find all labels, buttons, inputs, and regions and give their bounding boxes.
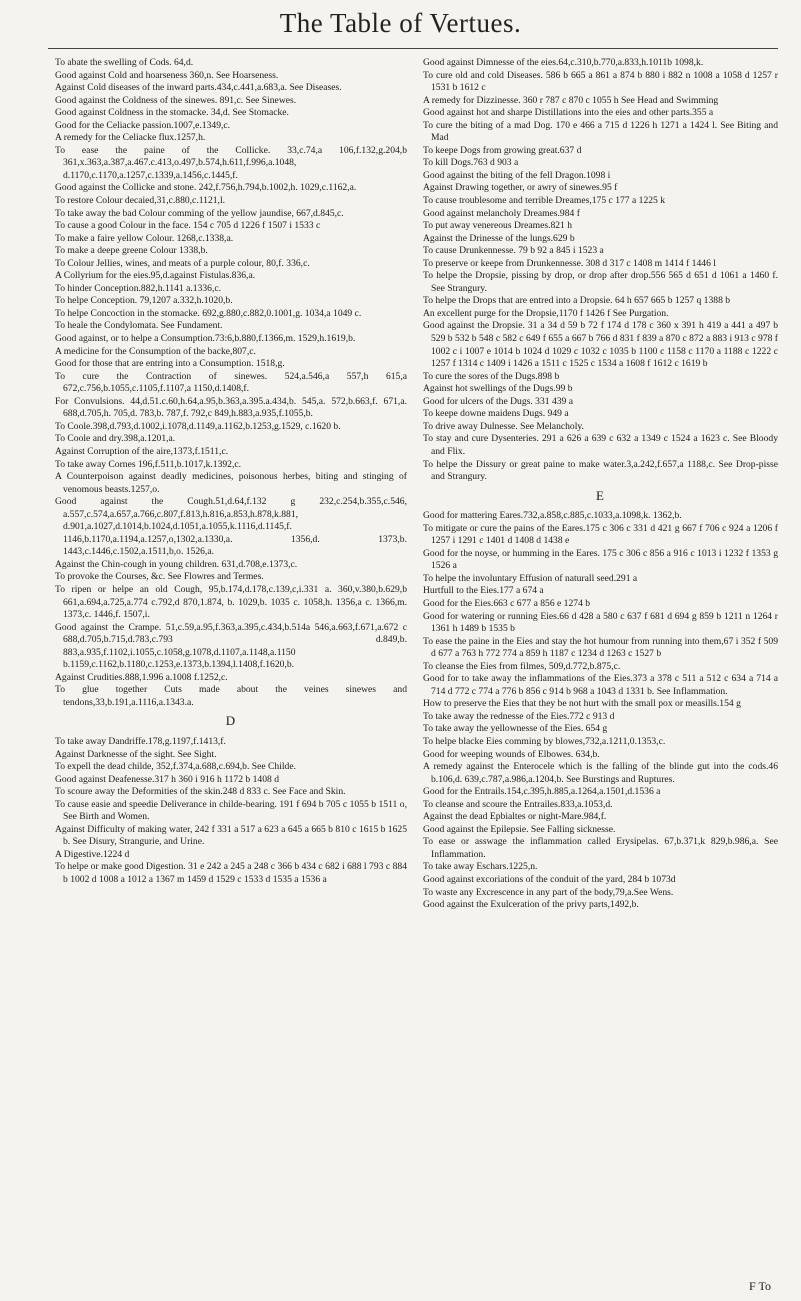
index-entry: To cure old and cold Diseases. 586 b 665 a 861 a 874 b 880 i 882 n 1008 a 1058 d 1257 r 1531 b 1612 c [423, 69, 778, 94]
index-entry: To helpe the Dropsie, pissing by drop, or drop after drop.556 565 d 651 d 1061 a 1460 f. See Strangury. [423, 270, 778, 294]
index-entry: Good for those that are entring into a Consumption. 1518,g. [55, 358, 285, 370]
index-entry: Good for to take away the inflammations of the Eies.373 a 378 c 511 a 512 c 634 a 714 a 714 d 772 c 774 a 776 b 856 c 914 b 968 a 1043 d 1331 b. See Inflammation. [423, 673, 778, 697]
index-entry: To ease the paine of the Collicke. 33,c.74,a 106,f.132,g.204,b 361,x.363,a.387,a.467.c.413,o.497,b.574,h.611,f.996,a.1048, d.1170,c.1170,a.1257,c.1339,a.1456,c.1445,f. [55, 144, 407, 181]
index-entry: A remedy against the Enterocele which is the falling of the blinde gut into the cods.46 b.106,d. 639,c.787,a.986,a.1204,b. See Burstings and Ruptures. [423, 761, 778, 785]
index-entry: Good against the Crampe. 51,c.59,a.95,f.363,a.395,c.434,b.514a 546,a.663,f.671,a.672 c 688,d.705,b.715,d.783,c.793 d.849,b. 883,a.935,f.1102,i.1055,c.1058,g.1078,d.1107,a.1148,a.1150 b.1159,c.1162,b.1180,c.1253,e.1373,b.1394,l.1408,f.1620,b. [55, 621, 407, 671]
index-entry: To kill Dogs.763 d 903 a [423, 157, 519, 169]
entries-d-continued [423, 57, 778, 484]
index-entry: To cause easie and speedie Deliverance in childe-bearing. 191 f 694 b 705 c 1055 b 1511 o, See Birth and Women. [55, 798, 407, 823]
index-entry: To cure the sores of the Dugs.898 b [423, 370, 560, 382]
index-entry: To drive away Dulnesse. See Melancholy. [423, 420, 584, 432]
index-entry: Against the Drinesse of the lungs.629 b [423, 232, 575, 244]
index-entry: To helpe blacke Eies comming by blowes,732,a.1211,0.1353,c. [423, 735, 666, 747]
index-entry: How to preserve the Eies that they be not hurt with the small pox or measills.154 g [423, 698, 741, 710]
index-entry: Against the dead Epbialtes or night-Mare.984,f. [423, 811, 607, 823]
index-entry: To helpe the involuntary Effusion of naturall seed.291 a [423, 572, 638, 584]
index-entry: To cause Drunkennesse. 79 b 92 a 845 i 1523 a [423, 245, 604, 257]
index-entry: To cure the biting of a mad Dog. 170 e 466 a 715 d 1226 h 1271 a 1424 l. See Biting and Mad [423, 119, 778, 144]
index-entry: Good for the Entrails.154,c.395,h.885,a.1264,a.1501,d.1536 a [423, 786, 661, 798]
index-entry: A medicine for the Consumption of the backe,807,c. [55, 345, 256, 357]
index-entry: To ease or asswage the inflammation called Erysipelas. 67,b.371,k 829,b.986,a. See Inflammation. [423, 836, 778, 860]
index-entry: To helpe the Dissury or great paine to make water.3,a.242,f.657,a 1188,c. See Drop-pisse and Strangury. [423, 458, 778, 483]
index-entry: To take away Eschars.1225,n. [423, 861, 538, 873]
letter-heading-e: E [596, 487, 605, 503]
index-entry: To helpe Conception. 79,1207 a.332,h.1020,b. [55, 295, 233, 307]
entries-d [55, 736, 407, 887]
entries-c-continued [55, 57, 407, 709]
index-entry: Against Darknesse of the sight. See Sight. [55, 748, 217, 760]
index-entry: Against Difficulty of making water, 242 f 331 a 517 a 623 a 645 a 665 b 810 c 1615 b 1625 b. See Disury, Strangurie, and Urine. [55, 823, 407, 848]
index-entry: Hurtfull to the Eies.177 a 674 a [423, 585, 544, 597]
index-entry: Against Crudities.888,1.996 a.1008 f.1252,c. [55, 671, 228, 683]
index-entry: Against the Chin-cough in young children. 631,d.708,e.1373,c. [55, 558, 298, 570]
index-entry: To helpe Concoction in the stomacke. 692,g.880,c.882,0.1001,g. 1034,a 1049 c. [55, 307, 362, 319]
index-entry: To hinder Conception.882,h.1141 a.1336,c. [55, 282, 222, 294]
index-entry: To helpe the Drops that are entred into a Dropsie. 64 h 657 665 b 1257 q 1388 b [423, 295, 731, 307]
index-entry: To take away Cornes 196,f.511,b.1017,k.1392,c. [55, 458, 242, 470]
index-entry: To cause troublesome and terrible Dreames,175 c 177 a 1225 k [423, 195, 666, 207]
index-entry: Good against the Collicke and stone. 242,f.756,h.794,b.1002,h. 1029,c.1162,a. [55, 182, 357, 194]
index-entry: Good against melancholy Dreames.984 f [423, 207, 580, 219]
index-entry: To take away the yellownesse of the Eies. 654 g [423, 723, 608, 735]
letter-heading-d: D [225, 713, 237, 729]
index-entry: Good for mattering Eares.732,a.858,c.885,c.1033,a.1098,k. 1362,b. [423, 510, 682, 522]
index-entry: Good against Deafenesse.317 h 360 i 916 h 1172 b 1408 d [55, 773, 279, 785]
index-entry: A Collyrium for the eies.95,d.against Fistulas.836,a. [55, 270, 256, 282]
index-entry: To take away the rednesse of the Eies.772 c 913 d [423, 710, 615, 722]
index-entry: To mitigate or cure the pains of the Eares.175 c 306 c 331 d 421 g 667 f 706 c 924 a 1206 f 1257 i 1291 c 1401 d 1408 d 1438 e [423, 522, 778, 547]
index-entry: To ease the paine in the Eies and stay the hot humour from running into them,67 i 352 f 509 d 677 a 763 h 772 774 a 859 h 1187 c 1234 d 1263 c 1527 b [423, 635, 778, 660]
index-entry: To ripen or helpe an old Cough, 95,b.174,d.178,c.139,c,i.331 a. 360,v.380,b.629,b 661,a.694,a.725,a.774 c.792,d 870,1.874, b. 1029,b. 1035 c. 1058,h. 1356,a c. 1366,m. 1373,c. 1446,f. 1507,i. [55, 583, 407, 621]
index-entry: A remedy for Dizzinesse. 360 r 787 c 870 c 1055 h See Head and Swimming [423, 94, 719, 106]
index-entry: To heale the Condylomata. See Fundament. [55, 320, 223, 332]
index-entry: To take away Dandriffe.178,g.1197,f.1413,f. [55, 735, 226, 747]
page-title: The Table of Vertues. [279, 8, 522, 38]
index-entry: To put away venereous Dreames.821 h [423, 220, 573, 232]
index-entry: A Digestive.1224 d [55, 848, 130, 860]
index-entry: Good against the Coldness of the sinewes. 891,c. See Sinewes. [55, 94, 297, 106]
index-entry: To Coole and dry.398,a.1201,a. [55, 433, 176, 445]
index-entry: To stay and cure Dysenteries. 291 a 626 a 639 c 632 a 1349 c 1524 a 1623 c. See Bloody and Flix. [423, 433, 778, 457]
index-entry: Against Drawing together, or awry of sinewes.95 f [423, 182, 618, 194]
index-entry: Good against Dimnesse of the eies.64,c.310,b.770,a.833,h.1011b 1098,k. [423, 57, 704, 68]
index-entry: Good against the Dropsie. 31 a 34 d 59 b 72 f 174 d 178 c 360 x 391 h 419 a 441 a 497 b 529 b 532 b 548 c 582 c 649 f 655 a 667 b 766 d 831 f 839 a 870 c 872 a 883 i 913 c 978 f 1002 c i 1007 e 1014 b 1024 d 1029 c 1032 c 1035 b 1100 c 1158 c 1170 a 1188 c 1222 c 1257 f 1314 c 1409 i 1426 a 1511 c 1525 c 1534 a 1608 f 1612 c 1619 b [423, 320, 778, 370]
index-entry: To keepe downe maidens Dugs. 949 a [423, 408, 569, 420]
index-entry: Good for weeping wounds of Elbowes. 634,b. [423, 748, 600, 760]
index-entry: Good against hot and sharpe Distillations into the eies and other parts.355 a [423, 107, 714, 119]
index-entry: A remedy for the Celiacke flux.1257,h. [55, 132, 206, 144]
index-entry: To helpe or make good Digestion. 31 e 242 a 245 a 248 c 366 b 434 c 682 i 688 l 793 c 884 b 1002 d 1008 a 1012 a 1367 m 1459 d 1529 c 1533 d 1535 a 1536 a [55, 861, 407, 885]
index-entry: For Convulsions. 44,d.51.c.60,h.64,a.95,b.363,a.395.a.434,b. 545,a. 572,b.663,f. 671,a. 688,d.705,h. 705,d. 783,b. 787,f. 792,c 849,h.883,a.935,f.1055,b. [55, 395, 407, 420]
index-entry: Good against the biting of the fell Dragon.1098 i [423, 169, 611, 181]
index-entry: Good for the Celiacke passion.1007,e.1349,c. [55, 119, 231, 131]
index-entry: Good against the Epilepsie. See Falling sicknesse. [423, 823, 616, 835]
index-entry: To make a deepe greene Colour 1338,b. [55, 245, 208, 257]
index-entry: To preserve or keepe from Drunkennesse. 308 d 317 c 1408 m 1414 f 1446 l [423, 257, 716, 269]
index-entry: To expell the dead childe, 352,f.374,a.688,c.694,b. See Childe. [55, 761, 296, 773]
entries-e [423, 510, 778, 912]
index-entry: Good against Cold and hoarseness 360,n. See Hoarseness. [55, 69, 279, 81]
index-entry: To abate the swelling of Cods. 64,d. [55, 57, 194, 68]
index-entry: To waste any Excrescence in any part of the body,79,a.See Wens. [423, 886, 674, 898]
left-column [55, 57, 407, 887]
index-entry: Against Corruption of the aire,1373,f.1511,c. [55, 445, 229, 457]
index-entry: Against hot swellings of the Dugs.99 b [423, 383, 573, 395]
index-entry: To restore Colour decaied,31,c.880,c.1121,l. [55, 195, 226, 207]
index-entry: To cure the Contraction of sinewes. 524,a.546,a 557,h 615,a 672,c.756,b.1055,c.1105,f.1107,a 1150,d.1408,f. [55, 370, 407, 395]
catchword: F To [749, 1279, 771, 1293]
index-entry: Good against the Exulceration of the privy parts,1492,b. [423, 899, 639, 911]
index-entry: Good against the Cough.51,d.64,f.132 g 232,c.254,b.355,c.546, a.557,c.574,a.657,a.766,c.807,f.813,h.816,a.853,h.878,k.881, d.901,a.1027,d.1014,b.1024,d.1051,a.1055,k.1116,d.1145,f. 1146,b.1170,a.1194,a.1257,o,1302,a.1330,a. 1356,d. 1373,b. 1443,c.1446,c.1502,a.1511,b,o. 1526,a. [55, 496, 407, 558]
header-rule [48, 48, 778, 49]
index-entry: A Counterpoison against deadly medicines, poisonous herbes, biting and stinging of venomous beasts.1257,o. [55, 471, 407, 495]
index-entry: To take away the bad Colour comming of the yellow jaundise, 667,d.845,c. [55, 207, 344, 219]
index-entry: Good for ulcers of the Dugs. 331 439 a [423, 395, 574, 407]
index-entry: Good against excoriations of the conduit of the yard, 284 b 1073d [423, 874, 676, 885]
index-entry: Good for the Eies.663 c 677 a 856 e 1274 b [423, 597, 591, 609]
index-entry: To glue together Cuts made about the veines sinewes and tendons,33,b.191,a.1116,a.1343.a. [55, 684, 407, 708]
index-entry: To cause a good Colour in the face. 154 c 705 d 1226 f 1507 i 1533 c [55, 220, 321, 232]
right-column [423, 57, 778, 912]
index-entry: To cleanse and scoure the Entrailes.833,a.1053,d. [423, 798, 613, 810]
index-entry: Good against, or to helpe a Consumption.73:6,b.880,f.1366,m. 1529,h.1619,b. [55, 333, 356, 345]
index-entry: To scoure away the Deformities of the skin.248 d 833 c. See Face and Skin. [55, 786, 346, 798]
index-entry: To cleanse the Eies from filmes, 509,d.772,b.875,c. [423, 660, 621, 672]
index-entry: To Coole.398,d.793,d.1002,i.1078,d.1149,a.1162,b.1253,g.1529, c.1620 b. [55, 420, 341, 432]
index-entry: To make a faire yellow Colour. 1268,c.1338,a. [55, 232, 234, 244]
index-entry: To keepe Dogs from growing great.637 d [423, 144, 582, 156]
index-entry: Good for watering or running Eies.66 d 428 a 580 c 637 f 681 d 694 g 859 b 1211 n 1264 r 1361 h 1489 b 1535 b [423, 610, 778, 635]
index-entry: An excellent purge for the Dropsie,1170 f 1426 f See Purgation. [423, 307, 669, 319]
page-header [0, 8, 801, 39]
index-entry: Against Cold diseases of the inward parts.434,c.441,a.683,a. See Diseases. [55, 82, 342, 94]
index-entry: Good for the noyse, or humming in the Eares. 175 c 306 c 856 a 916 c 1013 i 1232 f 1353 g 1526 a [423, 547, 778, 572]
index-entry: Good against Coldness in the stomacke. 34,d. See Stomacke. [55, 107, 289, 119]
index-entry: To Colour Jellies, wines, and meats of a purple colour, 80,f. 336,c. [55, 257, 310, 269]
index-entry: To provoke the Courses, &c. See Flowres and Termes. [55, 571, 264, 583]
